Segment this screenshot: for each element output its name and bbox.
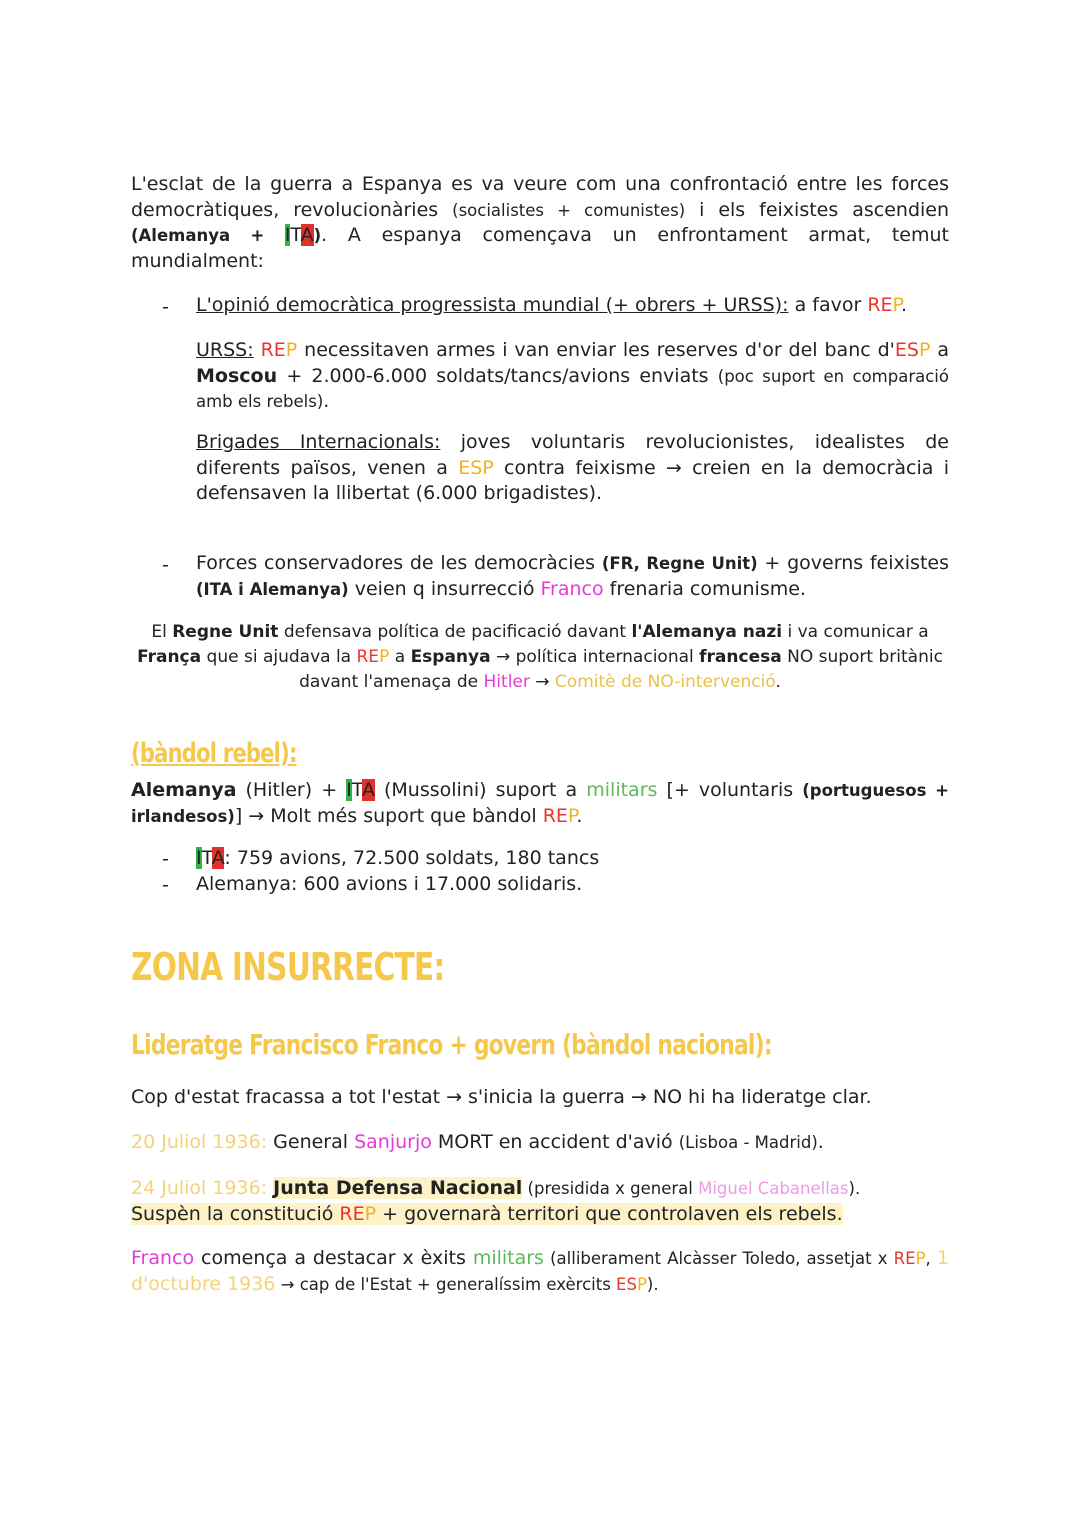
miguel-cabanellas: Miguel Cabanellas (698, 1179, 849, 1198)
bullet-dash: - (162, 874, 169, 896)
intro-text: . A espanya començava un enfrontament armat, temut mundialment: (131, 224, 949, 272)
urss-text: necessitaven armes i van enviar les reserves d'or del banc d' (297, 339, 895, 361)
rep-red: RE (542, 804, 568, 827)
franco-text: , (925, 1249, 937, 1268)
hitler: Hitler (483, 672, 530, 692)
regne-text: → política internacional (490, 647, 700, 667)
franco-name: Franco (540, 577, 604, 600)
forces-bold: (ITA i Alemanya) (196, 579, 349, 599)
regne-text: a (389, 647, 411, 667)
forces-bold: (FR, Regne Unit) (601, 554, 758, 573)
forces-text: frenaria comunisme. (603, 577, 806, 600)
date-20-juliol: 20 Juliol 1936: (131, 1131, 268, 1153)
urss-text: a (930, 339, 949, 361)
espanya: Espanya (410, 647, 491, 667)
rebel-end: . (576, 804, 583, 827)
heading-zona-insurrecte: ZONA INSURRECTE: (131, 945, 445, 989)
rep-red: RE (893, 1249, 916, 1268)
brigades-paragraph (196, 430, 949, 507)
esp-yellow: P (636, 1274, 647, 1294)
urss-text: + 2.000-6.000 soldats/tancs/avions enviats (277, 364, 718, 387)
regne-text: NO suport britànic davant l'amenaça de (299, 647, 943, 692)
intro-parenthetical: (socialistes + comunistes) (452, 200, 686, 220)
regne-text: → (529, 672, 555, 692)
sanjurjo-text: MORT en accident d'avió (431, 1131, 679, 1153)
rep-red: RE (260, 339, 286, 361)
regne-text: El (151, 622, 173, 642)
esp-red: ES (894, 339, 919, 361)
rep-yellow: P (364, 1203, 377, 1225)
franco-text: → cap de l'Estat + generalíssim exèrcits (275, 1274, 617, 1294)
ita-flag-red: A (300, 224, 314, 246)
rep-yellow: P (379, 647, 390, 667)
franco-parenthetical: (alliberament Alcàsser Toledo, assetjat x (543, 1249, 894, 1268)
junta-suspen-highlight (131, 1203, 843, 1225)
brigades-label: Brigades Internacionals: (196, 431, 441, 453)
franco-paragraph (131, 1246, 949, 1297)
rebel-list-item-ita (196, 846, 949, 872)
rebel-paragraph (131, 778, 949, 829)
junta-text: (presidida x general (522, 1179, 699, 1198)
ita-flag-white: T (351, 779, 362, 801)
cop-estat-line: Cop d'estat fracassa a tot l'estat → s'inicia la guerra → NO hi ha lideratge clar. (131, 1086, 872, 1108)
franco-end: ). (646, 1274, 659, 1294)
sanjurjo-text: General (267, 1131, 355, 1153)
ita-flag-red: A (361, 779, 375, 801)
ita-flag-green: I (196, 847, 202, 869)
bullet-forces (196, 551, 949, 602)
junta-text: + governarà territori que controlaven els rebels. (376, 1203, 843, 1225)
sanjurjo-name: Sanjurjo (354, 1131, 432, 1153)
ita-flag-green: I (284, 224, 291, 246)
regne-text: que si ajudava la (201, 647, 357, 667)
esp-yellow: ESP (458, 456, 494, 479)
francesa: francesa (699, 647, 782, 667)
junta-defensa-nacional: Junta Defensa Nacional (273, 1177, 523, 1199)
intro-text: i els feixistes ascendien (685, 198, 950, 221)
urss-end: . (323, 390, 330, 412)
sanjurjo-parenthetical: (Lisboa - Madrid) (678, 1133, 818, 1152)
forces-text: veien q insurrecció (348, 577, 541, 600)
ita-flag-red: A (211, 847, 225, 869)
urss-paragraph (196, 338, 949, 415)
rebel-bold: (portuguesos + irlandesos) (131, 781, 949, 826)
rebel-text: ] → Molt més suport que bàndol (234, 804, 543, 827)
sanjurjo-line (131, 1130, 824, 1155)
franco-text: comença a destacar x èxits (194, 1247, 473, 1269)
intro-text: L'esclat de la guerra a Espanya es va veure com una confrontació entre les forces democràtiques, revolucionàries (131, 173, 949, 221)
heading-lideratge (131, 1028, 772, 1061)
bullet-dash: - (162, 848, 169, 870)
sanjurjo-end: . (817, 1131, 824, 1153)
regne-unit: Regne Unit (172, 622, 279, 642)
forces-text: Forces conservadores de les democràcies (196, 552, 602, 574)
rep-yellow: P (285, 339, 298, 361)
forces-text: + governs feixistes (757, 552, 949, 574)
rep-yellow: P (915, 1249, 926, 1268)
brigades-text: contra feixisme → creien en la democràcia i defensaven la llibertat (6.000 brigadistes). (196, 456, 949, 504)
regne-end: . (775, 672, 781, 692)
junta-text: ). (848, 1179, 861, 1198)
intro-paragraph (131, 172, 949, 274)
date-24-juliol: 24 Juliol 1936: (131, 1177, 268, 1199)
esp-yellow: P (918, 339, 931, 361)
brigades-text: joves voluntaris revolucionistes, idealistes de diferents països, venen a (196, 431, 949, 479)
alemanya-nazi: l'Alemanya nazi (631, 622, 783, 642)
opinio-title: L'opinió democràtica progressista mundial (+ obrers + URSS): (196, 294, 789, 316)
intro-bold: (Alemanya + (131, 226, 285, 245)
rebel-text: [+ voluntaris (657, 779, 803, 801)
rep-red: RE (867, 294, 893, 316)
militars: militars (472, 1247, 544, 1269)
regne-text: i va comunicar a (782, 622, 929, 642)
junta-line-1 (131, 1176, 860, 1201)
comite-no-intervencio: Comitè de NO-intervenció (554, 672, 776, 692)
rep-yellow: P (892, 294, 902, 316)
junta-line-2 (131, 1202, 843, 1227)
bullet-opinio (196, 293, 949, 319)
ita-flag-white: T (201, 847, 212, 869)
ita-flag-green: I (346, 779, 352, 801)
rebel-text: (Hitler) + (236, 779, 347, 801)
bullet-dash: - (162, 554, 169, 576)
urss-parenthetical: (poc suport en comparació amb els rebels) (196, 366, 949, 411)
regne-unit-paragraph (120, 620, 960, 695)
regne-text: defensava política de pacificació davant (278, 622, 632, 642)
rebel-text: (Mussolini) suport a (374, 779, 587, 801)
militars: militars (586, 779, 658, 801)
rep-red: RE (356, 647, 380, 667)
franco-name: Franco (131, 1247, 195, 1269)
bullet-dash: - (162, 296, 169, 318)
alemanya: Alemanya (131, 779, 237, 801)
rebel-list-item-alemanya: Alemanya: 600 avions i 17.000 solidaris. (196, 873, 583, 895)
franca: França (137, 647, 202, 667)
esp-red: ES (616, 1274, 637, 1294)
rep-red: RE (339, 1203, 365, 1225)
junta-text: Suspèn la constitució (131, 1203, 340, 1225)
urss-label: URSS: (196, 339, 254, 361)
date-1-octubre: 1 d'octubre 1936 (131, 1247, 949, 1295)
rep-yellow: P (567, 804, 577, 827)
heading-lideratge-text: Lideratge Francisco Franco + govern (bàndol nacional): (131, 1028, 772, 1061)
ita-stats: : 759 avions, 72.500 soldats, 180 tancs (224, 847, 600, 869)
intro-bold: ) (313, 226, 322, 245)
ita-flag-white: T (290, 224, 301, 246)
opinio-end: . (901, 294, 908, 316)
heading-bandol-rebel: (bàndol rebel): (131, 738, 297, 769)
moscou: Moscou (196, 364, 278, 387)
opinio-text: a favor (788, 294, 868, 316)
